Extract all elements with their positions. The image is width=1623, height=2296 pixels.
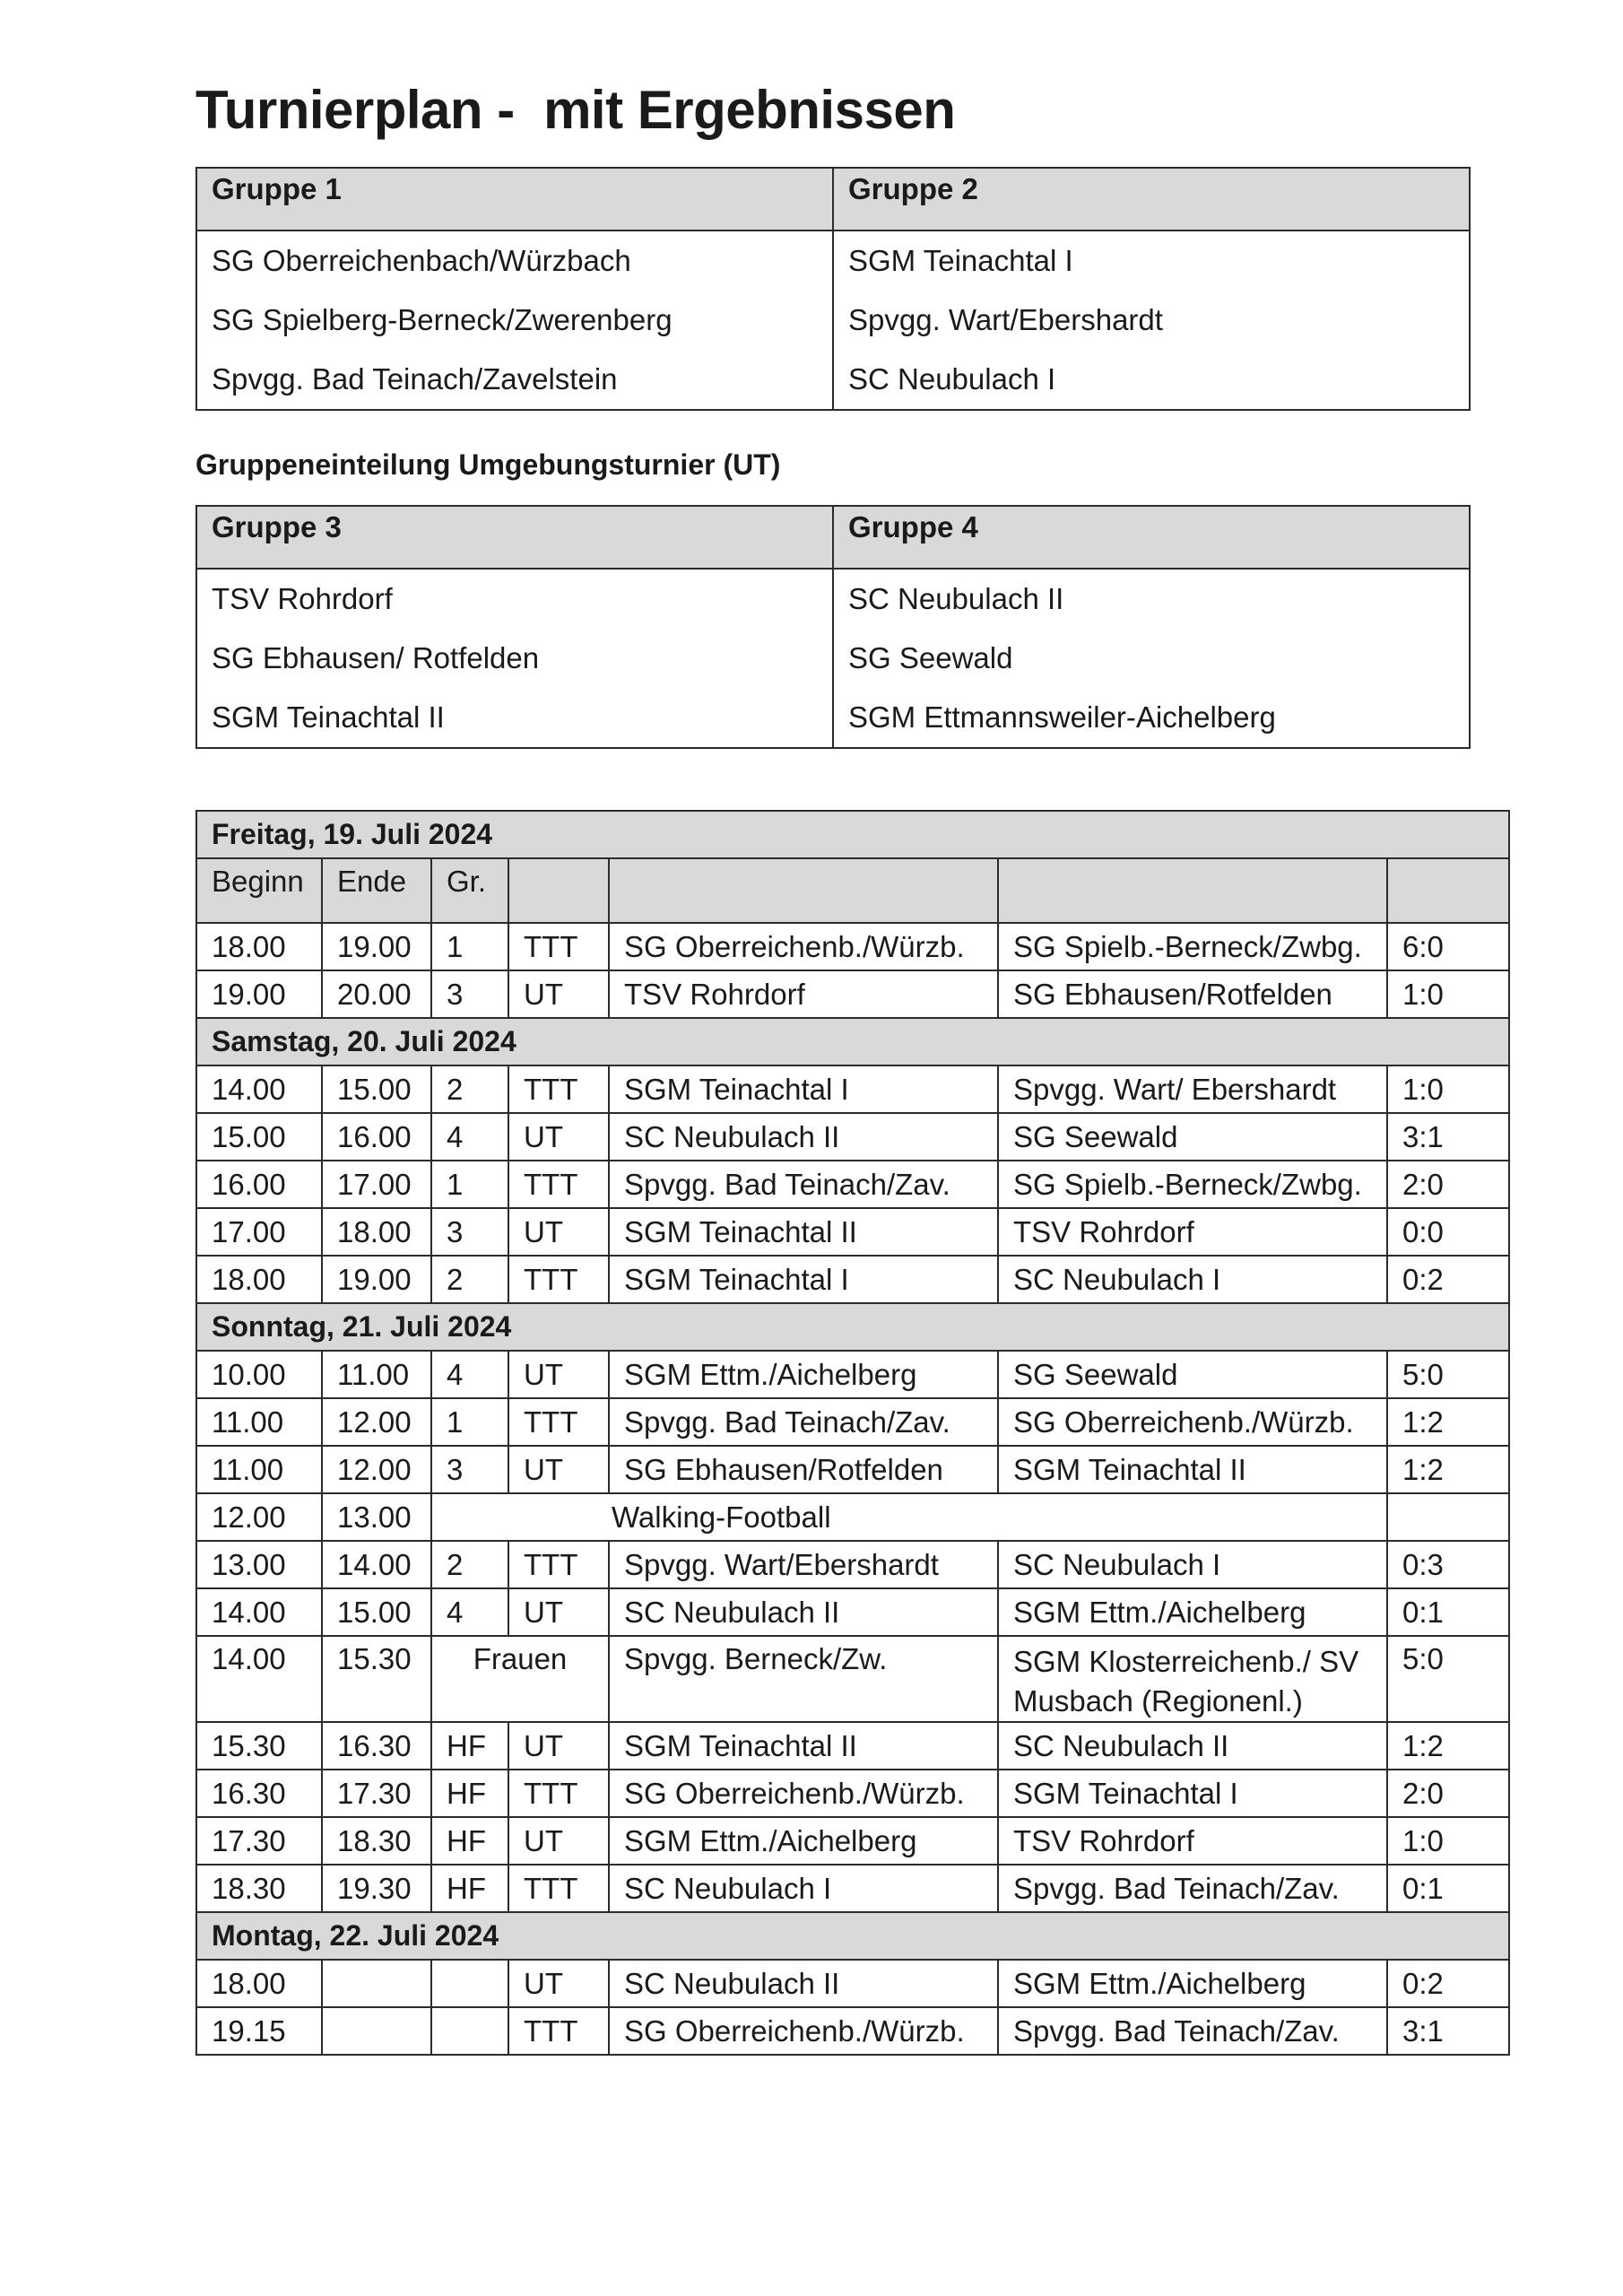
match-type: UT — [508, 1722, 609, 1770]
match-row — [196, 1351, 1509, 1398]
match-away: SC Neubulach I — [998, 1256, 1387, 1303]
group-3-header: Gruppe 3 — [196, 506, 833, 569]
match-type: UT — [508, 970, 609, 1018]
match-home: SG Ebhausen/Rotfelden — [609, 1446, 998, 1493]
special-event: Walking-Football — [431, 1493, 1387, 1541]
match-end: 17.00 — [322, 1161, 431, 1208]
match-away: SC Neubulach II — [998, 1722, 1387, 1770]
match-group: 4 — [431, 1113, 508, 1161]
group-team: SGM Teinachtal I — [833, 230, 1470, 291]
match-start: 17.30 — [196, 1817, 322, 1865]
group-4-header: Gruppe 4 — [833, 506, 1470, 569]
match-row — [196, 1065, 1509, 1113]
match-result: 1:2 — [1387, 1398, 1509, 1446]
match-start: 15.00 — [196, 1113, 322, 1161]
match-group — [431, 2007, 508, 2055]
match-away: SGM Teinachtal II — [998, 1446, 1387, 1493]
match-type: UT — [508, 1351, 609, 1398]
day-label: Samstag, 20. Juli 2024 — [196, 1018, 1509, 1065]
match-row — [196, 1541, 1509, 1588]
match-away: SG Spielb.-Berneck/Zwbg. — [998, 1161, 1387, 1208]
match-result — [1387, 1493, 1509, 1541]
match-end: 18.00 — [322, 1208, 431, 1256]
match-start: 14.00 — [196, 1636, 322, 1722]
match-end: 19.00 — [322, 923, 431, 970]
match-start: 18.00 — [196, 1960, 322, 2007]
match-start: 15.30 — [196, 1722, 322, 1770]
match-group: 4 — [431, 1351, 508, 1398]
match-type: UT — [508, 1960, 609, 2007]
match-home: SGM Teinachtal II — [609, 1208, 998, 1256]
match-row — [196, 1256, 1509, 1303]
match-group: HF — [431, 1865, 508, 1912]
match-end: 19.00 — [322, 1256, 431, 1303]
groups-3-4-table — [195, 505, 1471, 749]
match-end: 12.00 — [322, 1446, 431, 1493]
match-result: 1:0 — [1387, 970, 1509, 1018]
day-header-row — [196, 1018, 1509, 1065]
column-header-blank — [508, 858, 609, 923]
match-home: SC Neubulach II — [609, 1960, 998, 2007]
match-home: Spvgg. Bad Teinach/Zav. — [609, 1161, 998, 1208]
group-team: SGM Ettmannsweiler-Aichelberg — [833, 688, 1470, 748]
match-type: UT — [508, 1817, 609, 1865]
match-result: 0:0 — [1387, 1208, 1509, 1256]
ut-subheading: Gruppeneinteilung Umgebungsturnier (UT) — [195, 448, 781, 481]
match-home: SG Oberreichenb./Würzb. — [609, 923, 998, 970]
match-result: 0:1 — [1387, 1865, 1509, 1912]
match-group: 3 — [431, 970, 508, 1018]
match-away: SGM Teinachtal I — [998, 1770, 1387, 1817]
match-away: SG Spielb.-Berneck/Zwbg. — [998, 923, 1387, 970]
match-away: TSV Rohrdorf — [998, 1208, 1387, 1256]
groups-1-2-table — [195, 167, 1471, 411]
match-result: 2:0 — [1387, 1770, 1509, 1817]
match-end: 17.30 — [322, 1770, 431, 1817]
match-home: SGM Ettm./Aichelberg — [609, 1351, 998, 1398]
match-away: Spvgg. Wart/ Ebershardt — [998, 1065, 1387, 1113]
match-end — [322, 2007, 431, 2055]
match-type: TTT — [508, 1398, 609, 1446]
match-group: HF — [431, 1817, 508, 1865]
group-team: SG Spielberg-Berneck/Zwerenberg — [196, 291, 833, 350]
match-away: SGM Klosterreichenb./ SV Musbach (Regionenl.) — [998, 1636, 1387, 1722]
match-type: TTT — [508, 1161, 609, 1208]
match-end: 19.30 — [322, 1865, 431, 1912]
match-end: 15.00 — [322, 1065, 431, 1113]
match-away: SG Ebhausen/Rotfelden — [998, 970, 1387, 1018]
match-result: 1:0 — [1387, 1817, 1509, 1865]
group-team: SC Neubulach I — [833, 350, 1470, 410]
match-group: 1 — [431, 1161, 508, 1208]
match-type: TTT — [508, 1065, 609, 1113]
match-home: SG Oberreichenb./Würzb. — [609, 2007, 998, 2055]
match-end: 14.00 — [322, 1541, 431, 1588]
match-row — [196, 1588, 1509, 1636]
match-home: SGM Ettm./Aichelberg — [609, 1817, 998, 1865]
match-row — [196, 1722, 1509, 1770]
match-row — [196, 2007, 1509, 2055]
match-result: 2:0 — [1387, 1161, 1509, 1208]
match-result: 0:2 — [1387, 1256, 1509, 1303]
match-group: 1 — [431, 923, 508, 970]
match-start: 14.00 — [196, 1588, 322, 1636]
column-header-group: Gr. — [431, 858, 508, 923]
match-home: Spvgg. Wart/Ebershardt — [609, 1541, 998, 1588]
column-header-end: Ende — [322, 858, 431, 923]
match-row — [196, 1865, 1509, 1912]
page-title: Turnierplan - mit Ergebnissen — [195, 80, 956, 140]
match-group: 1 — [431, 1398, 508, 1446]
match-end: 11.00 — [322, 1351, 431, 1398]
match-start: 17.00 — [196, 1208, 322, 1256]
column-header-start: Beginn — [196, 858, 322, 923]
match-end: 16.00 — [322, 1113, 431, 1161]
match-group: 2 — [431, 1065, 508, 1113]
match-start: 19.00 — [196, 970, 322, 1018]
match-type: TTT — [508, 923, 609, 970]
match-start: 14.00 — [196, 1065, 322, 1113]
group-1-header: Gruppe 1 — [196, 168, 833, 230]
match-row — [196, 1770, 1509, 1817]
match-group: 2 — [431, 1256, 508, 1303]
match-result: 5:0 — [1387, 1636, 1509, 1722]
day-label: Montag, 22. Juli 2024 — [196, 1912, 1509, 1960]
match-type: TTT — [508, 1865, 609, 1912]
match-away: SG Oberreichenb./Würzb. — [998, 1398, 1387, 1446]
match-away: Spvgg. Bad Teinach/Zav. — [998, 1865, 1387, 1912]
match-type: TTT — [508, 2007, 609, 2055]
match-result: 0:3 — [1387, 1541, 1509, 1588]
match-result: 3:1 — [1387, 2007, 1509, 2055]
match-result: 6:0 — [1387, 923, 1509, 970]
match-group: 2 — [431, 1541, 508, 1588]
match-result: 5:0 — [1387, 1351, 1509, 1398]
day-header-row — [196, 811, 1509, 858]
match-home: SGM Teinachtal I — [609, 1256, 998, 1303]
match-end: 16.30 — [322, 1722, 431, 1770]
column-header-row — [196, 858, 1509, 923]
match-home: TSV Rohrdorf — [609, 970, 998, 1018]
match-end: 20.00 — [322, 970, 431, 1018]
match-start: 11.00 — [196, 1398, 322, 1446]
match-home: SC Neubulach II — [609, 1588, 998, 1636]
match-home: Spvgg. Bad Teinach/Zav. — [609, 1398, 998, 1446]
match-start: 16.00 — [196, 1161, 322, 1208]
column-header-blank — [609, 858, 998, 923]
match-end — [322, 1960, 431, 2007]
match-away: SGM Ettm./Aichelberg — [998, 1960, 1387, 2007]
match-away: SG Seewald — [998, 1351, 1387, 1398]
match-start: 16.30 — [196, 1770, 322, 1817]
match-start: 18.30 — [196, 1865, 322, 1912]
match-result: 0:1 — [1387, 1588, 1509, 1636]
match-row — [196, 1817, 1509, 1865]
match-type: TTT — [508, 1541, 609, 1588]
match-away: SGM Ettm./Aichelberg — [998, 1588, 1387, 1636]
match-row — [196, 1113, 1509, 1161]
match-group: HF — [431, 1770, 508, 1817]
match-row — [196, 970, 1509, 1018]
column-header-blank — [1387, 858, 1509, 923]
match-row — [196, 1398, 1509, 1446]
match-result: 1:2 — [1387, 1722, 1509, 1770]
group-team: Spvgg. Wart/Ebershardt — [833, 291, 1470, 350]
match-row — [196, 1161, 1509, 1208]
match-type: TTT — [508, 1256, 609, 1303]
group-team: SGM Teinachtal II — [196, 688, 833, 748]
match-end: 18.30 — [322, 1817, 431, 1865]
group-team: SG Oberreichenbach/Würzbach — [196, 230, 833, 291]
match-home: SGM Teinachtal II — [609, 1722, 998, 1770]
match-home: SC Neubulach II — [609, 1113, 998, 1161]
match-away: SC Neubulach I — [998, 1541, 1387, 1588]
match-away: Spvgg. Bad Teinach/Zav. — [998, 2007, 1387, 2055]
match-home: SG Oberreichenb./Würzb. — [609, 1770, 998, 1817]
match-group: 3 — [431, 1208, 508, 1256]
match-end: 13.00 — [322, 1493, 431, 1541]
match-end: 15.00 — [322, 1588, 431, 1636]
match-start: 18.00 — [196, 923, 322, 970]
match-home: Spvgg. Berneck/Zw. — [609, 1636, 998, 1722]
match-result: 1:2 — [1387, 1446, 1509, 1493]
match-start: 18.00 — [196, 1256, 322, 1303]
match-away: SG Seewald — [998, 1113, 1387, 1161]
match-row — [196, 1960, 1509, 2007]
match-row — [196, 1208, 1509, 1256]
match-start: 11.00 — [196, 1446, 322, 1493]
match-result: 1:0 — [1387, 1065, 1509, 1113]
match-group: HF — [431, 1722, 508, 1770]
group-team: TSV Rohrdorf — [196, 569, 833, 629]
match-end: 12.00 — [322, 1398, 431, 1446]
day-header-row — [196, 1303, 1509, 1351]
match-result: 3:1 — [1387, 1113, 1509, 1161]
group-team: Spvgg. Bad Teinach/Zavelstein — [196, 350, 833, 410]
match-end: 15.30 — [322, 1636, 431, 1722]
column-header-blank — [998, 858, 1387, 923]
match-home: SC Neubulach I — [609, 1865, 998, 1912]
match-away: TSV Rohrdorf — [998, 1817, 1387, 1865]
schedule-table — [195, 810, 1510, 2056]
match-group — [431, 1960, 508, 2007]
match-type: UT — [508, 1446, 609, 1493]
group-team: SC Neubulach II — [833, 569, 1470, 629]
day-header-row — [196, 1912, 1509, 1960]
match-row — [196, 1636, 1509, 1722]
group-2-header: Gruppe 2 — [833, 168, 1470, 230]
match-category: Frauen — [431, 1636, 609, 1722]
match-start: 19.15 — [196, 2007, 322, 2055]
day-label: Freitag, 19. Juli 2024 — [196, 811, 1509, 858]
match-type: TTT — [508, 1770, 609, 1817]
match-row — [196, 1446, 1509, 1493]
match-type: UT — [508, 1208, 609, 1256]
match-type: UT — [508, 1113, 609, 1161]
match-group: 4 — [431, 1588, 508, 1636]
match-start: 12.00 — [196, 1493, 322, 1541]
match-result: 0:2 — [1387, 1960, 1509, 2007]
match-home: SGM Teinachtal I — [609, 1065, 998, 1113]
match-type: UT — [508, 1588, 609, 1636]
match-start: 13.00 — [196, 1541, 322, 1588]
group-team: SG Seewald — [833, 629, 1470, 688]
day-label: Sonntag, 21. Juli 2024 — [196, 1303, 1509, 1351]
match-start: 10.00 — [196, 1351, 322, 1398]
match-row — [196, 923, 1509, 970]
group-team: SG Ebhausen/ Rotfelden — [196, 629, 833, 688]
match-group: 3 — [431, 1446, 508, 1493]
match-row — [196, 1493, 1509, 1541]
